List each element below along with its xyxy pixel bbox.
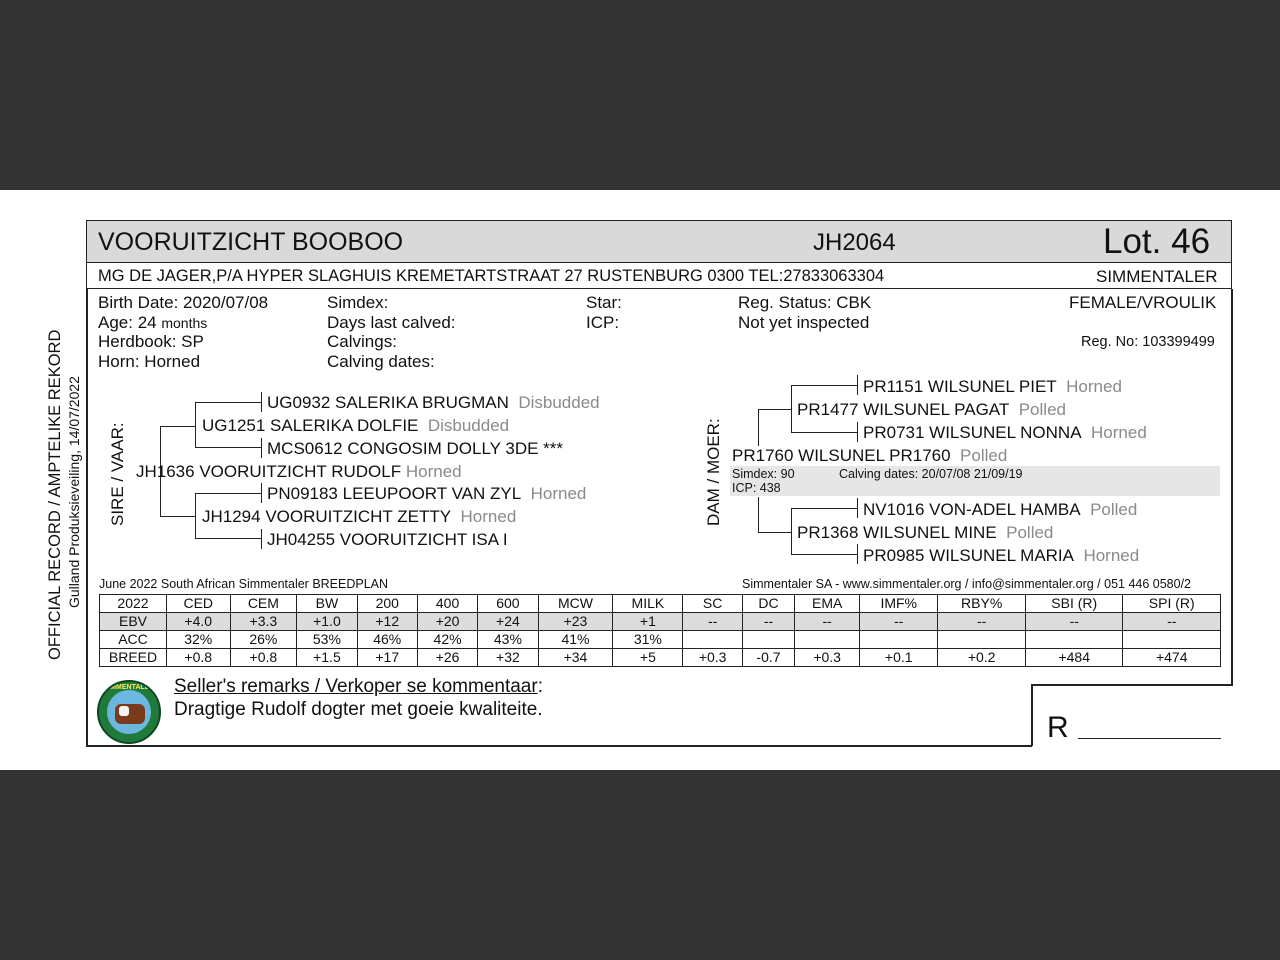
ebv-cell: +24 bbox=[478, 613, 538, 631]
ss-line-h2 bbox=[195, 447, 262, 448]
remarks-heading: Seller's remarks / Verkoper se kommentaar: bbox=[174, 676, 543, 697]
dam-simdex: Simdex: 90 bbox=[732, 467, 795, 481]
ebv-cell: EBV bbox=[100, 613, 167, 631]
ebv-header-row bbox=[100, 595, 1221, 613]
dd-line-v bbox=[791, 508, 792, 555]
frame-left bbox=[86, 289, 88, 746]
ssd-tick bbox=[261, 438, 262, 458]
header-cell: EMA bbox=[795, 595, 860, 613]
dds-entry: NV1016 VON-ADEL HAMBA Polled bbox=[863, 500, 1138, 519]
reg-number: Reg. No: 103399499 bbox=[1081, 334, 1215, 350]
price-label: R bbox=[1047, 711, 1069, 744]
dd-line-h1 bbox=[791, 508, 858, 509]
breed-cell: +0.2 bbox=[938, 649, 1026, 667]
dsd-entry: PR0731 WILSUNEL NONNA Horned bbox=[863, 423, 1147, 442]
ssd-entry: MCS0612 CONGOSIM DOLLY 3DE *** bbox=[267, 439, 564, 458]
header-cell: 400 bbox=[417, 595, 477, 613]
ebv-cell: +12 bbox=[357, 613, 417, 631]
header-cell: RBY% bbox=[938, 595, 1026, 613]
acc-cell: 31% bbox=[613, 631, 683, 649]
breedplan-contact: Simmentaler SA - www.simmentaler.org / info@simmentaler.org / 051 446 0580/2 bbox=[742, 577, 1192, 591]
acc-cell: 42% bbox=[417, 631, 477, 649]
acc-cell bbox=[795, 631, 860, 649]
acc-cell bbox=[683, 631, 743, 649]
header-cell: DC bbox=[742, 595, 794, 613]
horn-status: Horn: Horned bbox=[98, 352, 201, 371]
acc-cell: 53% bbox=[297, 631, 357, 649]
sd-line-h2 bbox=[195, 538, 262, 539]
simdex-label: Simdex: bbox=[327, 293, 389, 312]
calving-dates: Calving dates: bbox=[327, 352, 435, 371]
ddd-tick bbox=[857, 544, 858, 564]
ebv-cell: -- bbox=[1123, 613, 1221, 631]
header-cell: SPI (R) bbox=[1123, 595, 1221, 613]
acc-row bbox=[100, 631, 1221, 649]
breed-cell: +17 bbox=[357, 649, 417, 667]
inspection-status: Not yet inspected bbox=[738, 313, 870, 332]
header-cell: CED bbox=[167, 595, 231, 613]
sd-line-v bbox=[195, 493, 196, 539]
ebv-row bbox=[100, 613, 1221, 631]
breed-cell: +474 bbox=[1123, 649, 1221, 667]
age-unit: months bbox=[161, 315, 208, 331]
ebv-cell: +4.0 bbox=[167, 613, 231, 631]
header-cell: MCW bbox=[538, 595, 613, 613]
breed-cell: +0.8 bbox=[230, 649, 297, 667]
dam-line-h2 bbox=[758, 532, 792, 533]
price-box-left bbox=[1031, 684, 1033, 746]
ebv-cell: +1.0 bbox=[297, 613, 357, 631]
breed-cell: +0.8 bbox=[167, 649, 231, 667]
breedplan-title: June 2022 South African Simmentaler BREEDPLAN bbox=[99, 577, 389, 591]
reg-status: Reg. Status: CBK bbox=[738, 293, 872, 312]
dam-line-v-top bbox=[758, 409, 759, 446]
dam-icp: ICP: 438 bbox=[732, 481, 781, 495]
acc-cell: 46% bbox=[357, 631, 417, 649]
dam-entry: PR1760 WILSUNEL PR1760 Polled bbox=[732, 446, 1008, 465]
sd-line-h1 bbox=[195, 493, 262, 494]
ebv-cell: +3.3 bbox=[230, 613, 297, 631]
ss-line-v bbox=[195, 402, 196, 448]
ebv-cell: -- bbox=[742, 613, 794, 631]
header-cell: 200 bbox=[357, 595, 417, 613]
breed-cell: +32 bbox=[478, 649, 538, 667]
age-value: Age: 24 bbox=[98, 313, 157, 332]
sss-tick bbox=[261, 392, 262, 412]
breed-cell: +0.3 bbox=[683, 649, 743, 667]
acc-cell: ACC bbox=[100, 631, 167, 649]
acc-cell bbox=[938, 631, 1026, 649]
breed-cell: +0.3 bbox=[795, 649, 860, 667]
ebv-cell: -- bbox=[938, 613, 1026, 631]
breed-cell: +5 bbox=[613, 649, 683, 667]
header-cell: CEM bbox=[230, 595, 297, 613]
ss-entry: UG1251 SALERIKA DOLFIE Disbudded bbox=[202, 416, 510, 435]
breed-cell: -0.7 bbox=[742, 649, 794, 667]
star-label: Star: bbox=[586, 293, 622, 312]
acc-cell: 32% bbox=[167, 631, 231, 649]
breed-cell: +1.5 bbox=[297, 649, 357, 667]
sss-entry: UG0932 SALERIKA BRUGMAN Disbudded bbox=[267, 393, 600, 412]
breed-cell: +484 bbox=[1026, 649, 1123, 667]
header-cell: MILK bbox=[613, 595, 683, 613]
ds-line-h2 bbox=[791, 432, 858, 433]
dam-line-v-bot bbox=[758, 497, 759, 533]
days-last-calved: Days last calved: bbox=[327, 313, 456, 332]
official-record-label: OFFICIAL RECORD / AMPTELIKE REKORD bbox=[46, 329, 64, 660]
sire-line-h1 bbox=[160, 426, 196, 427]
ebv-cell: -- bbox=[860, 613, 938, 631]
animal-name: VOORUITZICHT BOOBOO bbox=[98, 228, 404, 256]
breed-cell: +34 bbox=[538, 649, 613, 667]
animal-id: JH2064 bbox=[813, 229, 896, 256]
acc-cell: 26% bbox=[230, 631, 297, 649]
header-cell: 600 bbox=[478, 595, 538, 613]
acc-cell bbox=[742, 631, 794, 649]
header-cell: IMF% bbox=[860, 595, 938, 613]
calvings: Calvings: bbox=[327, 332, 397, 351]
sex-label: FEMALE/VROULIK bbox=[1069, 293, 1217, 312]
dam-label: DAM / MOER: bbox=[704, 418, 723, 526]
breed-label: SIMMENTALER bbox=[1096, 267, 1218, 286]
sd-entry: JH1294 VOORUITZICHT ZETTY Horned bbox=[202, 507, 517, 526]
price-box-top bbox=[1031, 684, 1233, 686]
icp-label: ICP: bbox=[586, 313, 620, 332]
sire-entry: JH1636 VOORUITZICHT RUDOLF Horned bbox=[136, 462, 462, 481]
dam-line-h1 bbox=[758, 409, 792, 410]
frame-bottom bbox=[86, 745, 1032, 747]
birth-date: Birth Date: 2020/07/08 bbox=[98, 293, 269, 312]
sdd-entry: JH04255 VOORUITZICHT ISA I bbox=[267, 530, 508, 549]
logo-text: SIMMENTALER bbox=[103, 684, 155, 691]
sire-label: SIRE / VAAR: bbox=[108, 422, 127, 526]
breed-cell: +0.1 bbox=[860, 649, 938, 667]
age bbox=[98, 313, 207, 333]
simmentaler-logo bbox=[97, 680, 161, 744]
sds-entry: PN09183 LEEUPOORT VAN ZYL Horned bbox=[267, 484, 587, 503]
sire-line-h2 bbox=[160, 516, 196, 517]
auction-label: Gulland Produksieveiling, 14/07/2022 bbox=[66, 376, 82, 608]
breed-row bbox=[100, 649, 1221, 667]
acc-cell bbox=[860, 631, 938, 649]
ds-entry: PR1477 WILSUNEL PAGAT Polled bbox=[797, 400, 1066, 419]
header-cell: BW bbox=[297, 595, 357, 613]
frame-right bbox=[1231, 289, 1233, 685]
cow-face-icon bbox=[119, 706, 129, 716]
dam-calving-dates: Calving dates: 20/07/08 21/09/19 bbox=[839, 467, 1023, 481]
ebv-table bbox=[99, 594, 1221, 667]
header-cell: 2022 bbox=[100, 595, 167, 613]
ddd-entry: PR0985 WILSUNEL MARIA Horned bbox=[863, 546, 1140, 565]
ebv-cell: +20 bbox=[417, 613, 477, 631]
header-cell: SBI (R) bbox=[1026, 595, 1123, 613]
ebv-cell: +23 bbox=[538, 613, 613, 631]
remarks-text: Dragtige Rudolf dogter met goeie kwaliteite. bbox=[174, 699, 543, 720]
lot-number: Lot. 46 bbox=[1103, 222, 1211, 261]
dd-entry: PR1368 WILSUNEL MINE Polled bbox=[797, 523, 1054, 542]
acc-cell: 43% bbox=[478, 631, 538, 649]
acc-cell: 41% bbox=[538, 631, 613, 649]
breed-cell: BREED bbox=[100, 649, 167, 667]
sdd-tick bbox=[261, 529, 262, 549]
dss-entry: PR1151 WILSUNEL PIET Horned bbox=[863, 377, 1122, 396]
herdbook: Herdbook: SP bbox=[98, 332, 204, 351]
sds-tick bbox=[261, 483, 262, 503]
ss-line-h1 bbox=[195, 402, 262, 403]
ebv-cell: -- bbox=[795, 613, 860, 631]
dd-line-h2 bbox=[791, 554, 858, 555]
acc-cell bbox=[1123, 631, 1221, 649]
breed-cell: +26 bbox=[417, 649, 477, 667]
ebv-cell: +1 bbox=[613, 613, 683, 631]
ebv-cell: -- bbox=[1026, 613, 1123, 631]
dsd-tick bbox=[857, 422, 858, 442]
dss-tick bbox=[857, 375, 858, 395]
acc-cell bbox=[1026, 631, 1123, 649]
price-input-line[interactable] bbox=[1078, 738, 1221, 739]
owner-info: MG DE JAGER,P/A HYPER SLAGHUIS KREMETARTSTRAAT 27 RUSTENBURG 0300 TEL:27833063304 bbox=[98, 267, 885, 285]
ebv-cell: -- bbox=[683, 613, 743, 631]
header-cell: SC bbox=[683, 595, 743, 613]
ds-line-v bbox=[791, 385, 792, 433]
dds-tick bbox=[857, 498, 858, 518]
ds-line-h1 bbox=[791, 385, 858, 386]
